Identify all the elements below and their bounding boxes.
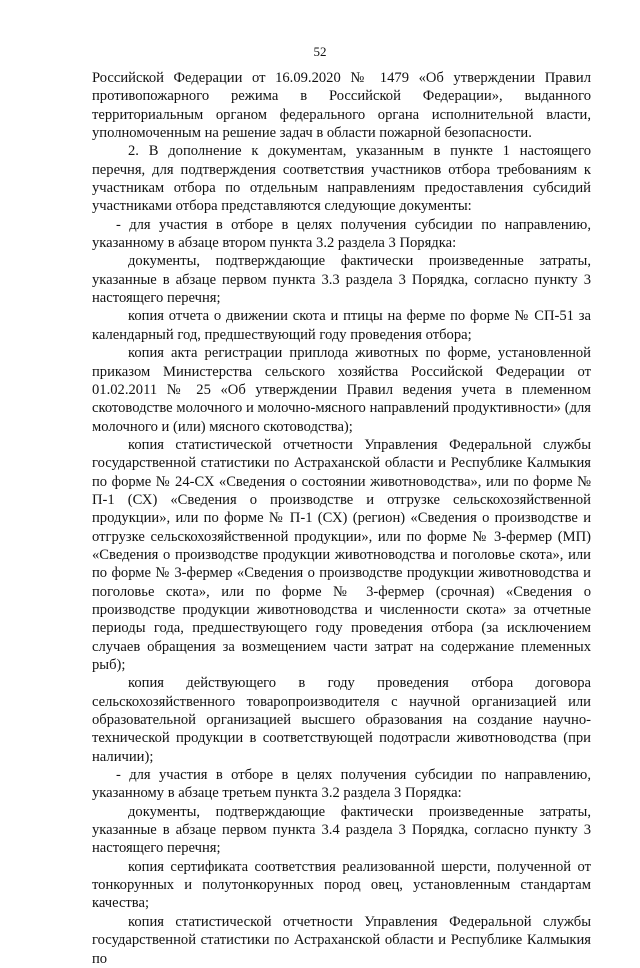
paragraph-sp51-report: копия отчета о движении скота и птицы на ферме по форме № СП-51 за календарный год, предшествующий году проведения отбора; <box>92 308 591 343</box>
paragraph-dash-direction-2: - для участия в отборе в целях получения субсидии по направлению, указанному в абзаце втором пункта 3.2 раздела 3 Порядка: <box>92 216 591 252</box>
paragraph-offspring-act: копия акта регистрации приплода животных по форме, установленной приказом Министерства сельского хозяйства Российской Федерации от 01.02.2011 № 25 «Об утверждении Правил ведения учета в племенном скотоводстве молочного и молочно-мясного направлений продуктивности» (для молочного и (или) мясного скотоводства); <box>92 345 591 435</box>
paragraph-costs-documents: документы, подтверждающие фактически произведенные затраты, указанные в абзаце первом пункта 3.3 раздела 3 Порядка, согласно пункту 3 настоящего перечня; <box>92 253 591 307</box>
page-number: 52 <box>313 44 327 59</box>
paragraph-wool-certificate: копия сертификата соответствия реализованной шерсти, полученной от тонкорунных и полутонкорунных пород овец, установленным стандартам качества; <box>92 858 591 912</box>
paragraph-statistics-report: копия статистической отчетности Управления Федеральной службы государственной статистики по Астраханской области и Республике Калмыкия по форме № 24-СХ «Сведения о состоянии животноводства», или по форме № П-1 (СХ) «Сведения о производстве и отгрузке сельскохозяйственной продукции», или по форме № П-1 (СХ) (регион) «Сведения о производстве и отгрузке сельскохозяйственной продукции», или по форме № 3-фермер (МП) «Сведения о производстве продукции животноводства и поголовье скота», или по форме № 3-фермер «Сведения о производстве продукции животноводства и поголовье скота», или по форме № 3-фермер (срочная) «Сведения о производстве продукции животноводства и численности скота» за отчетные периоды года, предшествующего году проведения отбора (за исключением случаев обращения за возмещением части затрат на содержание племенных рыб); <box>92 436 591 673</box>
paragraph-costs-documents-wool: документы, подтверждающие фактически произведенные затраты, указанные в абзаце первом пункта 3.4 раздела 3 Порядка, согласно пункту 3 настоящего перечня; <box>92 803 591 857</box>
paragraph-statistics-report-continued: копия статистической отчетности Управления Федеральной службы государственной статистики по Астраханской области и Республике Калмыкия по <box>92 913 591 967</box>
paragraph-science-contract: копия действующего в году проведения отбора договора сельскохозяйственного товаропроизводителя с научной организацией или образовательной организацией высшего образования на создание научно-технической продукции в соответствующей подотрасли животноводства (при наличии); <box>92 675 591 765</box>
paragraph-dash-direction-3: - для участия в отборе в целях получения субсидии по направлению, указанному в абзаце третьем пункта 3.2 раздела 3 Порядка: <box>92 767 591 802</box>
paragraph-item-2: 2. В дополнение к документам, указанным в пункте 1 настоящего перечня, для подтверждения соответствия участников отбора требованиям к участникам отбора по отдельным направлениям предоставления субсидий участниками отбора представляются следующие документы: <box>92 143 591 215</box>
paragraph-continuation: Российской Федерации от 16.09.2020 № 1479 «Об утверждении Правил противопожарного режима в Российской Федерации», выданного территориальным органом федерального органа исполнительной власти, уполномоченным на решение задач в области пожарной безопасности. <box>92 70 591 142</box>
document-body <box>92 69 591 968</box>
